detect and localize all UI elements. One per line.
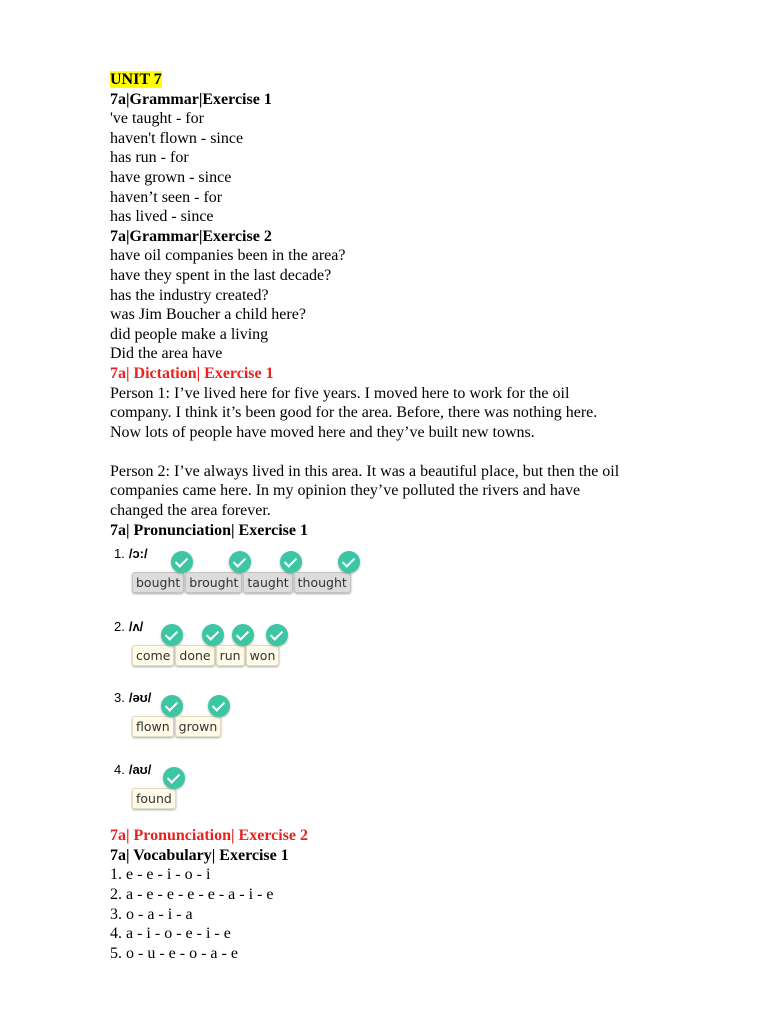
pron-group-number: 3. xyxy=(114,690,125,706)
dictation-heading: 7a| Dictation| Exercise 1 xyxy=(110,364,274,382)
check-icon xyxy=(161,624,183,646)
pronunciation-exercise xyxy=(110,540,710,826)
check-icon xyxy=(161,695,183,717)
grammar1-answer: have grown - since xyxy=(110,168,232,186)
paragraph-gap xyxy=(110,442,710,462)
grammar2-answer: have oil companies been in the area? xyxy=(110,247,346,265)
grammar1-answer: haven't flown - since xyxy=(110,129,244,147)
word-chip-label: bought xyxy=(136,575,181,591)
word-chip-label: won xyxy=(249,648,276,664)
grammar2-heading: 7a|Grammar|Exercise 2 xyxy=(110,227,272,245)
vocabulary1-answer: 1. e - e - i - o - i xyxy=(110,866,211,884)
vocabulary1-answer: 5. o - u - e - o - a - e xyxy=(110,944,238,962)
dictation-person2-line: Person 2: I’ve always lived in this area. It was a beautiful place, but then the oil xyxy=(110,462,620,480)
pronunciation1-heading: 7a| Pronunciation| Exercise 1 xyxy=(110,521,309,539)
grammar1-answer: has run - for xyxy=(110,149,189,167)
word-chip-label: done xyxy=(179,648,211,664)
pron-group-symbol: /əʊ/ xyxy=(128,690,152,706)
check-icon xyxy=(163,767,185,789)
grammar2-answer: have they spent in the last decade? xyxy=(110,266,332,284)
vocabulary1-answer: 3. o - a - i - a xyxy=(110,905,193,923)
check-icon xyxy=(229,551,251,573)
word-chip-row xyxy=(132,716,222,737)
pron-group-label xyxy=(114,690,151,705)
pron-group-number: 2. xyxy=(114,619,125,635)
check-icon xyxy=(208,695,230,717)
word-chip-label: taught xyxy=(247,575,289,591)
pronunciation2-heading: 7a| Pronunciation| Exercise 2 xyxy=(110,827,309,845)
word-chip[interactable] xyxy=(294,572,351,593)
dictation-person2-line: changed the area forever. xyxy=(110,502,271,520)
word-chip-label: brought xyxy=(189,575,239,591)
vocabulary1-answer: 2. a - e - e - e - e - a - i - e xyxy=(110,886,274,904)
grammar1-answer: 've taught - for xyxy=(110,110,204,128)
pron-group-number: 4. xyxy=(114,762,125,778)
word-chip-label: flown xyxy=(136,719,170,735)
check-icon xyxy=(171,551,193,573)
check-icon xyxy=(338,551,360,573)
word-chip-label: run xyxy=(219,648,241,664)
check-icon xyxy=(232,624,254,646)
grammar2-answer: did people make a living xyxy=(110,325,269,343)
check-icon xyxy=(266,624,288,646)
word-chip[interactable] xyxy=(175,716,222,737)
word-chip-label: grown xyxy=(178,719,218,735)
word-chip-label: found xyxy=(136,791,172,807)
dictation-person1-line: Now lots of people have moved here and they’ve built new towns. xyxy=(110,423,535,441)
word-chip-row xyxy=(132,572,352,593)
grammar2-answer: was Jim Boucher a child here? xyxy=(110,306,306,324)
pron-group-label xyxy=(114,619,143,634)
unit-title xyxy=(110,70,710,90)
word-chip[interactable] xyxy=(175,645,214,666)
dictation-person1-line: Person 1: I’ve lived here for five years. I moved here to work for the oil xyxy=(110,384,570,402)
vocabulary1-heading: 7a| Vocabulary| Exercise 1 xyxy=(110,846,289,864)
word-chip-row xyxy=(132,645,280,666)
grammar1-answer: haven’t seen - for xyxy=(110,188,223,206)
word-chip-label: come xyxy=(136,648,171,664)
word-chip[interactable] xyxy=(132,788,176,809)
dictation-person2-line: companies came here. In my opinion they’ve polluted the rivers and have xyxy=(110,482,581,500)
grammar1-answer: has lived - since xyxy=(110,208,214,226)
dictation-person1-line: company. I think it’s been good for the area. Before, there was nothing here. xyxy=(110,404,598,422)
word-chip-row xyxy=(132,788,177,809)
pron-group-symbol: /aʊ/ xyxy=(128,762,152,778)
word-chip[interactable] xyxy=(216,645,245,666)
grammar2-answer: has the industry created? xyxy=(110,286,269,304)
document-content xyxy=(110,70,710,963)
word-chip[interactable] xyxy=(243,572,292,593)
word-chip[interactable] xyxy=(246,645,280,666)
check-icon xyxy=(202,624,224,646)
pron-group-number: 1. xyxy=(114,546,125,562)
grammar1-heading: 7a|Grammar|Exercise 1 xyxy=(110,90,272,108)
vocabulary1-answer: 4. a - i - o - e - i - e xyxy=(110,925,231,943)
word-chip[interactable] xyxy=(132,645,174,666)
pron-group-label xyxy=(114,546,148,561)
unit-title-text: UNIT 7 xyxy=(110,71,162,88)
pron-group-symbol: /ɔ:/ xyxy=(128,546,148,562)
grammar2-answer: Did the area have xyxy=(110,345,223,363)
word-chip[interactable] xyxy=(185,572,242,593)
word-chip-label: thought xyxy=(297,575,347,591)
check-icon xyxy=(280,551,302,573)
pron-group-label xyxy=(114,762,151,777)
word-chip[interactable] xyxy=(132,572,184,593)
pron-group-symbol: /ʌ/ xyxy=(128,619,144,635)
word-chip[interactable] xyxy=(132,716,174,737)
